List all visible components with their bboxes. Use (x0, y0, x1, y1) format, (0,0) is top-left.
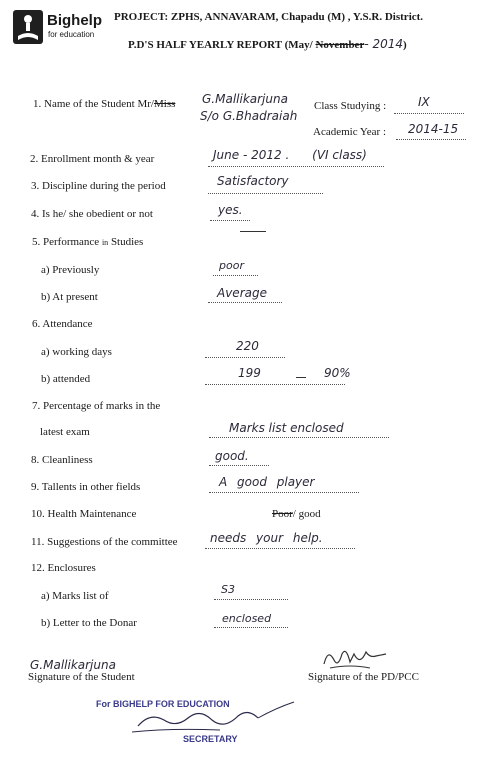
student-parent-value: S/o G.Bhadraiah (200, 109, 298, 123)
previously-value: poor (219, 259, 244, 272)
student-signature: G.Mallikarjuna (30, 658, 116, 672)
class-label: Class Studying : (314, 100, 387, 112)
previously-label: a) Previously (41, 264, 100, 276)
cleanliness-value: good. (215, 449, 249, 463)
present-value: Average (217, 286, 267, 300)
academic-year-label: Academic Year : (313, 126, 387, 138)
enclosures-label: 12. Enclosures (31, 562, 96, 574)
health-good: / good (292, 508, 321, 520)
logo-tagline: for education (48, 30, 95, 39)
student-name-struck: Miss (153, 98, 176, 110)
project-line: PROJECT: ZPHS, ANNAVARAM, Chapadu (M) , Y.S.R. District. (114, 11, 424, 23)
class-value: IX (418, 95, 430, 109)
student-signature-label: Signature of the Student (28, 671, 135, 683)
obedient-line (210, 220, 250, 221)
attended-percent: 90% (324, 366, 351, 380)
health-struck: Poor (272, 508, 293, 520)
student-name-label-text: 1. Name of the Student Mr/ (33, 98, 154, 110)
suggestions-label: 11. Suggestions of the committee (31, 536, 178, 548)
cleanliness-label: 8. Cleanliness (31, 454, 93, 466)
bighelp-logo-icon (13, 10, 43, 44)
performance-in: in (101, 238, 109, 247)
pd-signature-label: Signature of the PD/PCC (308, 671, 419, 683)
report-title-suffix: ) (403, 39, 407, 51)
suggestions-value: needs your help. (210, 531, 323, 545)
working-days-line (205, 357, 285, 358)
academic-year-line (396, 139, 466, 140)
class-line (394, 113, 464, 114)
obedient-dash (240, 231, 266, 232)
discipline-line (208, 193, 323, 194)
student-name-value: G.Mallikarjuna (202, 92, 288, 106)
report-title (128, 37, 407, 51)
percentage-value: Marks list enclosed (229, 421, 344, 435)
performance-label-text: 5. Performance (32, 236, 100, 248)
report-title-year: - 2014 (364, 37, 404, 51)
percentage-label-line2: latest exam (40, 426, 90, 438)
stamp-line2: SECRETARY (183, 734, 238, 744)
logo-name: Bighelp (47, 12, 102, 29)
obedient-label: 4. Is he/ she obedient or not (31, 208, 153, 220)
discipline-label: 3. Discipline during the period (31, 180, 166, 192)
discipline-value: Satisfactory (217, 174, 289, 188)
attended-line (205, 384, 345, 385)
suggestions-line (205, 548, 355, 549)
working-days-label: a) working days (41, 346, 112, 358)
marks-list-label: a) Marks list of (41, 590, 109, 602)
report-title-prefix: P.D'S HALF YEARLY REPORT (May/ (128, 39, 316, 51)
attended-value: 199 (238, 366, 261, 380)
cleanliness-line (209, 465, 269, 466)
present-label: b) At present (41, 291, 98, 303)
percentage-label-line1: 7. Percentage of marks in the (32, 400, 161, 412)
talents-value: A good player (219, 475, 315, 489)
performance-label (32, 236, 143, 248)
present-line (208, 302, 282, 303)
attended-label: b) attended (41, 373, 91, 385)
performance-studies: Studies (110, 236, 144, 248)
obedient-value: yes. (218, 203, 243, 217)
previously-line (213, 275, 258, 276)
enrollment-label: 2. Enrollment month & year (30, 153, 155, 165)
attended-dash (296, 377, 306, 378)
letter-value: enclosed (222, 612, 272, 625)
attendance-label: 6. Attendance (32, 318, 93, 330)
health-label: 10. Health Maintenance (31, 508, 137, 520)
stamp-line1: For BIGHELP FOR EDUCATION (96, 699, 230, 709)
working-days-value: 220 (236, 339, 259, 353)
marks-list-line (214, 599, 288, 600)
letter-label: b) Letter to the Donar (41, 617, 137, 629)
percentage-line (209, 437, 389, 438)
student-name-label (33, 98, 175, 110)
enrollment-line (208, 166, 384, 167)
enrollment-value: June - 2012 . (VI class) (213, 148, 367, 162)
letter-line (214, 627, 288, 628)
talents-label: 9. Tallents in other fields (31, 481, 141, 493)
academic-year-value: 2014-15 (408, 122, 459, 136)
talents-line (209, 492, 359, 493)
health-options (272, 508, 321, 520)
report-title-struck: November (315, 39, 365, 51)
marks-list-value: S3 (221, 583, 235, 596)
